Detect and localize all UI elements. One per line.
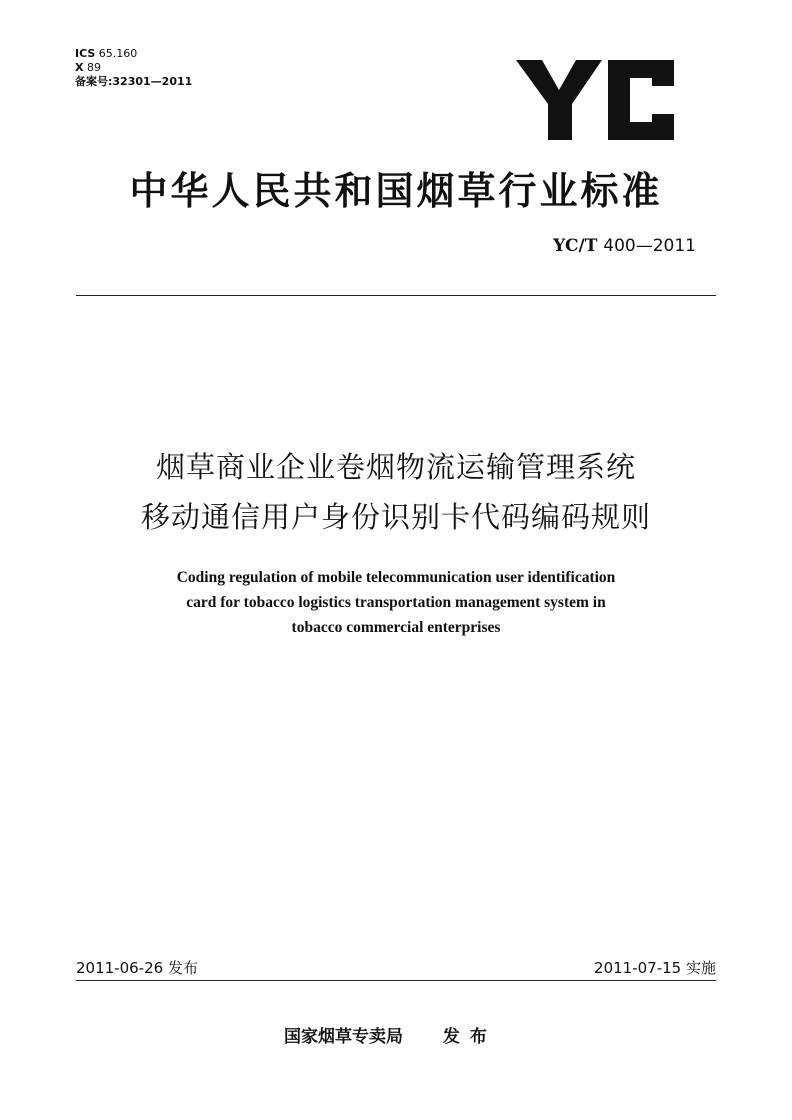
english-title-line-1: Coding regulation of mobile telecommunication user identification	[176, 569, 616, 586]
standard-code: YC/T 400—2011	[553, 236, 696, 256]
chinese-title-line-2: 移动通信用户身份识别卡代码编码规则	[140, 500, 651, 534]
chinese-title-line-1: 烟草商业企业卷烟物流运输管理系统	[155, 450, 636, 484]
bottom-divider	[76, 980, 716, 981]
issuing-authority-title: 中华人民共和国烟草行业标准	[129, 169, 663, 213]
publisher-name: 国家烟草专卖局	[284, 1027, 403, 1047]
top-divider	[76, 295, 716, 296]
yc-logo	[516, 60, 676, 140]
publisher	[284, 1022, 497, 1047]
publisher-action: 发布	[442, 1027, 497, 1047]
implementation-date: 2011-07-15 实施	[594, 959, 716, 977]
classification-line: X 89	[75, 61, 101, 74]
header-meta	[75, 47, 192, 89]
english-title-line-2: card for tobacco logistics transportation management system in	[186, 594, 606, 611]
english-title	[0, 565, 792, 640]
record-number: 备案号:32301—2011	[75, 75, 193, 88]
english-title-line-3: tobacco commercial enterprises	[291, 619, 501, 636]
issue-date: 2011-06-26 发布	[76, 959, 198, 977]
ics-line: ICS 65.160	[75, 47, 138, 60]
